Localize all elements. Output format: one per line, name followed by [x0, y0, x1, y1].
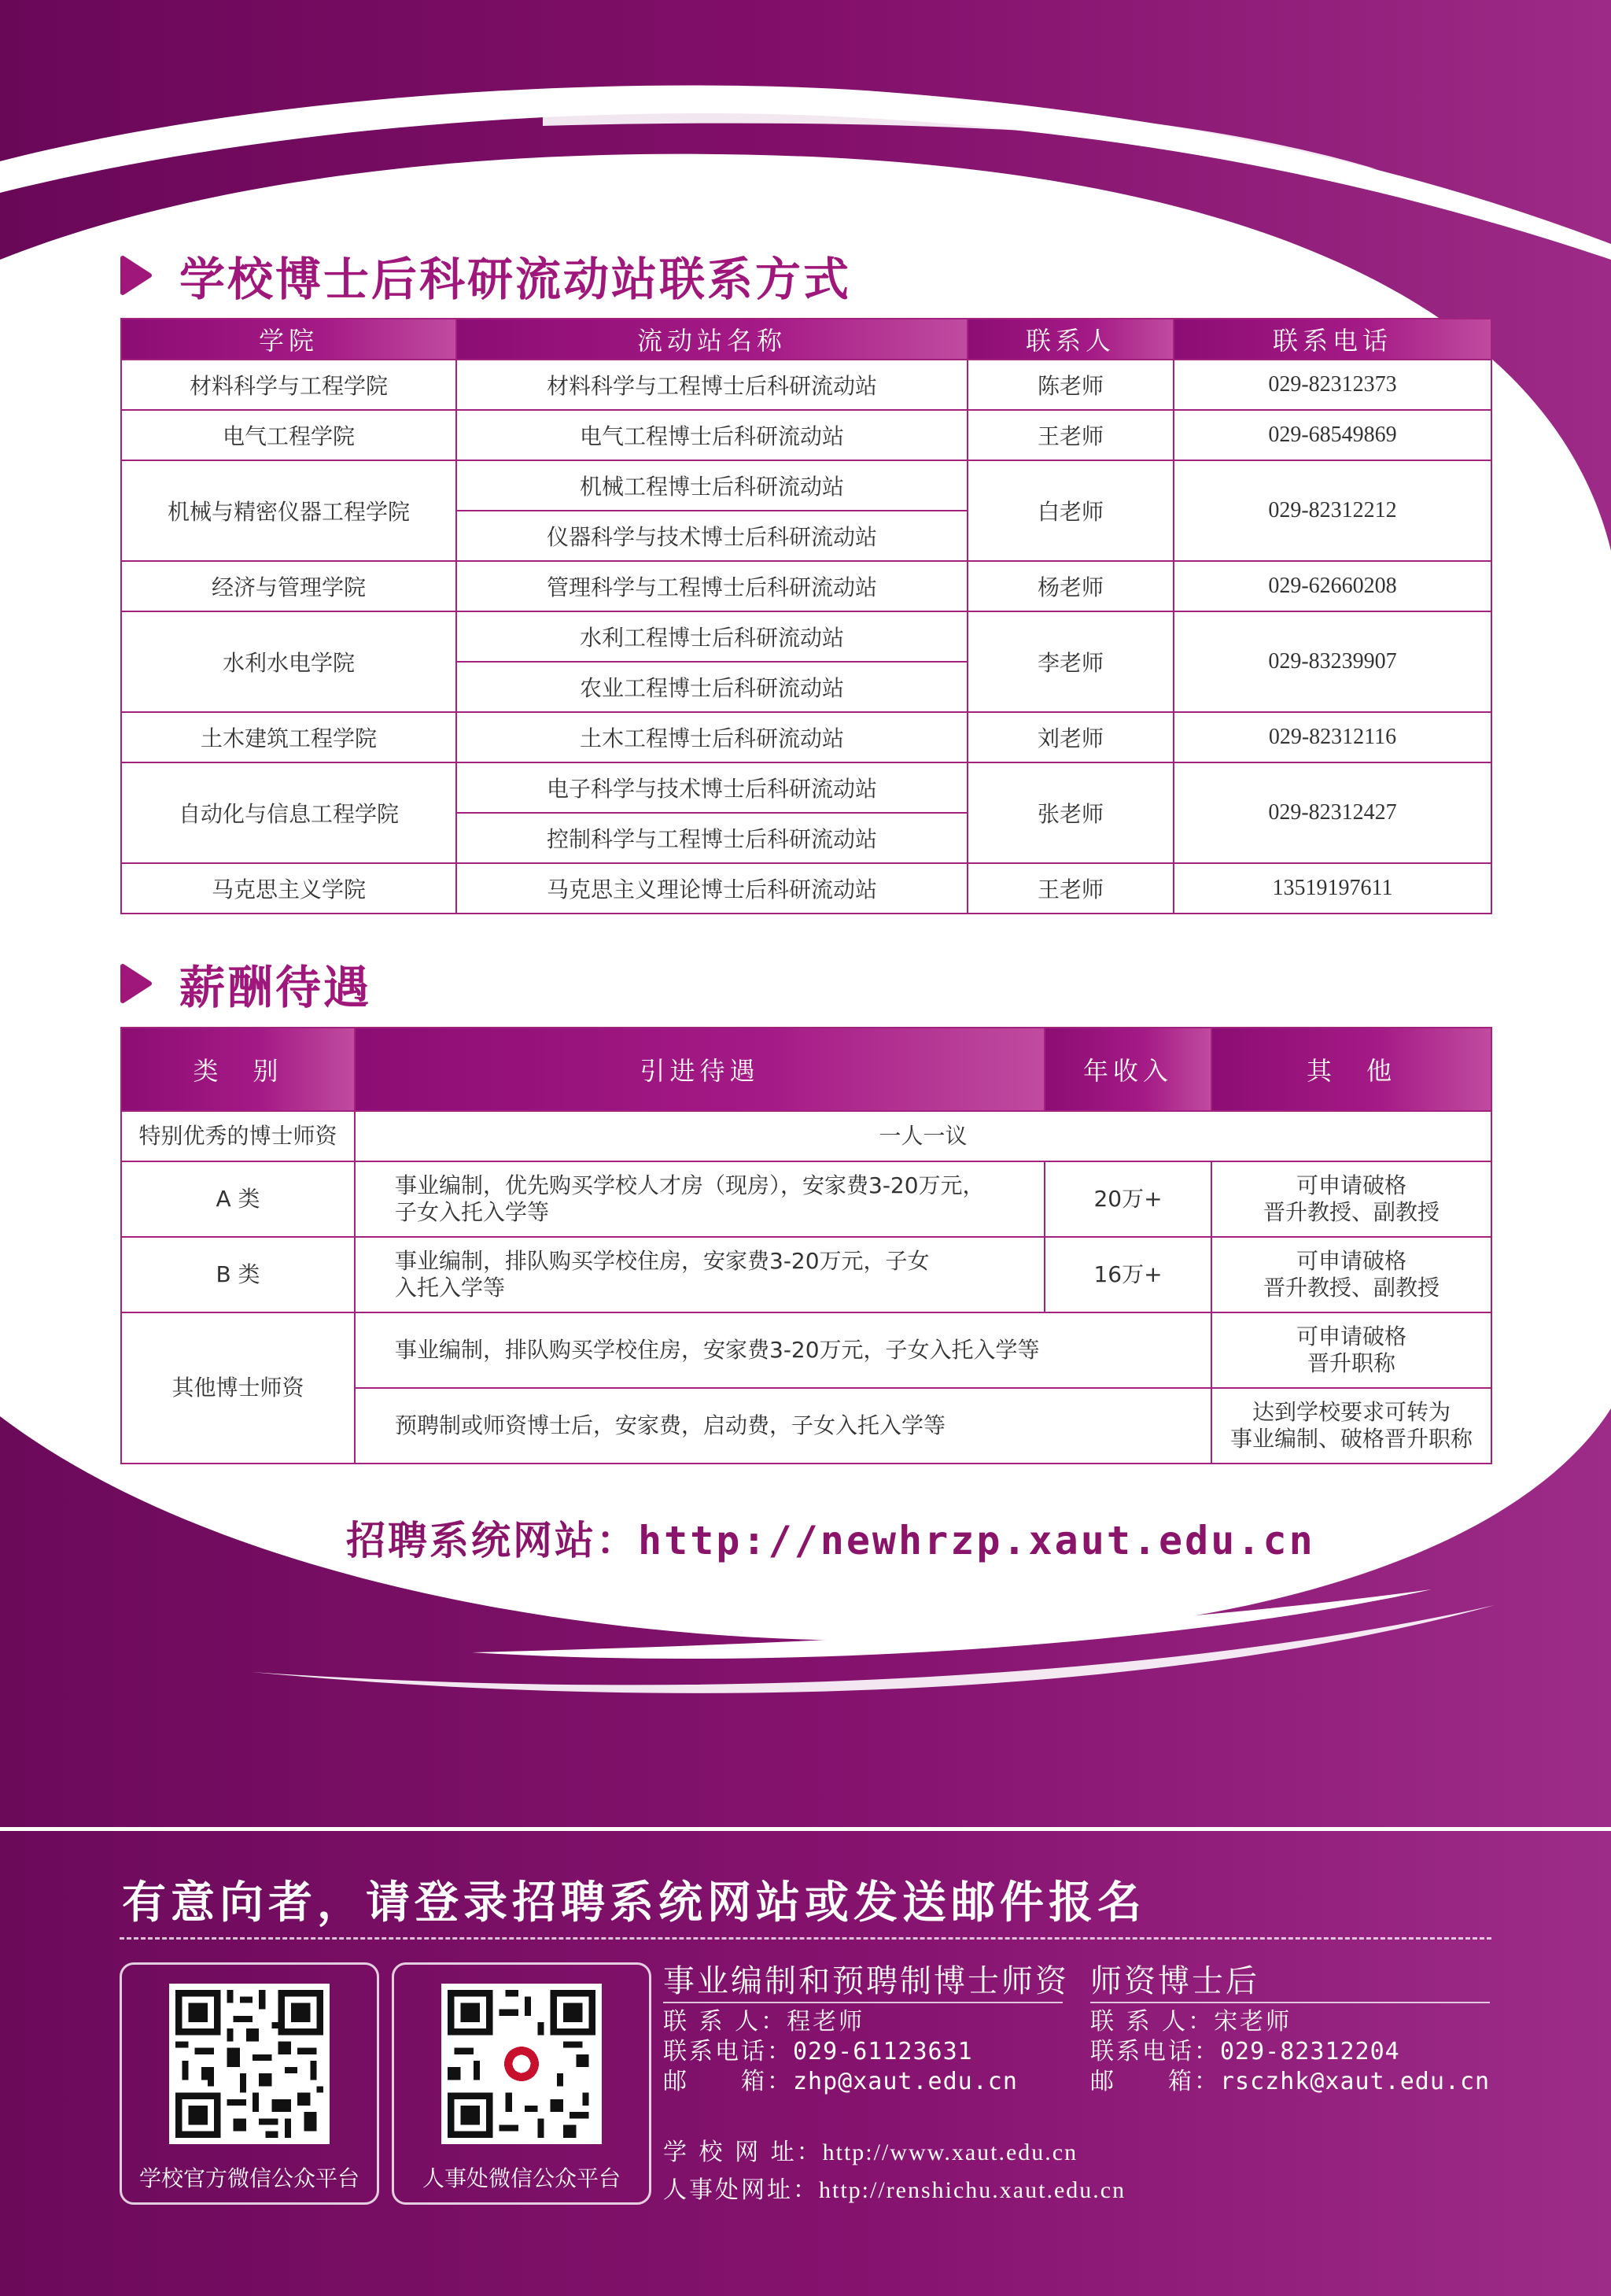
category-cell: 特别优秀的博士师资 [121, 1111, 355, 1161]
other-line: 晋升教授、副教授 [1263, 1275, 1440, 1301]
table-row [121, 561, 1491, 611]
station-cell: 农业工程博士后科研流动站 [456, 662, 968, 712]
contact-cell: 陈老师 [968, 360, 1174, 410]
contact-table [120, 318, 1492, 914]
header-contact: 联系人 [968, 319, 1174, 360]
table-row [121, 611, 1491, 662]
treatment-cell: 预聘制或师资博士后，安家费，启动费，子女入托入学等 [355, 1388, 1211, 1464]
station-cell: 水利工程博士后科研流动站 [456, 611, 968, 662]
other-line: 事业编制、破格晋升职称 [1229, 1426, 1473, 1452]
table-row [121, 1161, 1491, 1237]
treatment-line: 子女入托入学等 [395, 1199, 550, 1225]
contact-value: 宋老师 [1214, 2008, 1292, 2036]
hr-site-label: 人事处网址： [663, 2176, 819, 2204]
station-cell: 电子科学与技术博士后科研流动站 [456, 762, 968, 813]
treatment-cell [355, 1237, 1045, 1312]
station-cell: 控制科学与工程博士后科研流动站 [456, 813, 968, 863]
table-row [121, 460, 1491, 511]
contact-label: 联 系 人： [663, 2008, 787, 2036]
other-line: 可申请破格 [1296, 1172, 1406, 1198]
table-row [121, 410, 1491, 460]
college-cell: 材料科学与工程学院 [121, 360, 456, 410]
table-header-row [121, 319, 1491, 360]
college-cell: 机械与精密仪器工程学院 [121, 460, 456, 561]
website-info [663, 2134, 1126, 2209]
col2-rule [1090, 2002, 1490, 2003]
qr-card-school [120, 1962, 379, 2205]
treatment-cell: 一人一议 [355, 1111, 1491, 1161]
other-line: 可申请破格 [1296, 1323, 1406, 1349]
income-cell: 16万+ [1045, 1237, 1211, 1312]
phone-label: 联系电话： [663, 2038, 793, 2065]
treatment-line: 事业编制，优先购买学校人才房（现房），安家费3-20万元， [395, 1172, 985, 1198]
other-line: 达到学校要求可转为 [1252, 1399, 1451, 1425]
school-site-label: 学 校 网 址： [663, 2139, 823, 2166]
phone-value: 029-61123631 [793, 2038, 973, 2065]
other-cell [1211, 1312, 1491, 1388]
contact-cell: 杨老师 [968, 561, 1174, 611]
salary-section-heading [120, 951, 371, 1017]
col2-email-line [1090, 2067, 1490, 2097]
email-label: 邮 箱： [1090, 2068, 1220, 2095]
phone-cell: 029-83239907 [1174, 611, 1491, 712]
dashed-divider [120, 1937, 1491, 1940]
college-cell: 自动化与信息工程学院 [121, 762, 456, 863]
category-cell: B 类 [121, 1237, 355, 1312]
category-cell: A 类 [121, 1161, 355, 1237]
college-cell: 马克思主义学院 [121, 863, 456, 914]
income-cell: 20万+ [1045, 1161, 1211, 1237]
table-header-row [121, 1028, 1491, 1111]
salary-section-title: 薪酬待遇 [179, 961, 372, 1014]
station-cell: 仪器科学与技术博士后科研流动站 [456, 511, 968, 561]
treatment-cell [355, 1161, 1045, 1237]
phone-cell: 029-62660208 [1174, 561, 1491, 611]
other-cell [1211, 1237, 1491, 1312]
contact-label: 联 系 人： [1090, 2008, 1215, 2036]
header-college: 学院 [121, 319, 456, 360]
phone-cell: 13519197611 [1174, 863, 1491, 914]
contact-cell: 王老师 [968, 410, 1174, 460]
phone-cell: 029-82312212 [1174, 460, 1491, 561]
triangle-bullet-icon [120, 255, 153, 296]
col1-contact-line [663, 2007, 1018, 2037]
col2-phone-line [1090, 2037, 1490, 2067]
table-row [121, 1111, 1491, 1161]
header-other: 其 他 [1211, 1028, 1491, 1111]
header-income: 年收入 [1045, 1028, 1211, 1111]
station-cell: 材料科学与工程博士后科研流动站 [456, 360, 968, 410]
table-row [121, 863, 1491, 914]
hr-site-line [663, 2172, 1126, 2209]
other-line: 晋升职称 [1307, 1350, 1395, 1376]
phone-value: 029-82312204 [1220, 2038, 1400, 2065]
header-station: 流动站名称 [456, 319, 968, 360]
col2-title: 师资博士后 [1090, 1963, 1259, 1999]
contact-section-heading [120, 242, 851, 308]
station-cell: 管理科学与工程博士后科研流动站 [456, 561, 968, 611]
table-row [121, 762, 1491, 813]
col1-info [663, 2007, 1018, 2097]
college-cell: 经济与管理学院 [121, 561, 456, 611]
col2-contact-line [1090, 2007, 1490, 2037]
recruit-site-line [346, 1509, 1315, 1566]
treatment-line: 入托入学等 [395, 1275, 506, 1301]
col1-phone-line [663, 2037, 1018, 2067]
contact-cell: 白老师 [968, 460, 1174, 561]
col1-title: 事业编制和预聘制博士师资 [663, 1963, 1069, 1999]
college-cell: 电气工程学院 [121, 410, 456, 460]
phone-cell: 029-82312116 [1174, 712, 1491, 762]
header-treatment: 引进待遇 [355, 1028, 1045, 1111]
salary-table [120, 1027, 1492, 1464]
school-site-link[interactable]: http://www.xaut.edu.cn [822, 2139, 1078, 2165]
station-cell: 电气工程博士后科研流动站 [456, 410, 968, 460]
contact-section-title: 学校博士后科研流动站联系方式 [179, 253, 852, 306]
college-cell: 土木建筑工程学院 [121, 712, 456, 762]
email-value[interactable]: rsczhk@xaut.edu.cn [1220, 2068, 1491, 2095]
qr-caption-hr: 人事处微信公众平台 [422, 2165, 621, 2191]
category-cell: 其他博士师资 [121, 1312, 355, 1464]
header-phone: 联系电话 [1174, 319, 1491, 360]
contact-cell: 刘老师 [968, 712, 1174, 762]
qr-card-hr [392, 1962, 651, 2205]
contact-cell: 王老师 [968, 863, 1174, 914]
other-line: 晋升教授、副教授 [1263, 1199, 1440, 1225]
col2-info [1090, 2007, 1490, 2097]
contact-cell: 张老师 [968, 762, 1174, 863]
table-row [121, 360, 1491, 410]
recruit-site-label: 招聘系统网站： [346, 1518, 638, 1563]
col1-email-line [663, 2067, 1018, 2097]
email-value[interactable]: zhp@xaut.edu.cn [793, 2068, 1018, 2095]
table-row [121, 712, 1491, 762]
hr-site-link[interactable]: http://renshichu.xaut.edu.cn [819, 2177, 1126, 2203]
qr-code-icon [169, 1984, 330, 2144]
contact-cell: 李老师 [968, 611, 1174, 712]
treatment-line: 事业编制，排队购买学校住房，安家费3-20万元，子女 [395, 1248, 930, 1274]
station-cell: 机械工程博士后科研流动站 [456, 460, 968, 511]
phone-cell: 029-82312427 [1174, 762, 1491, 863]
phone-cell: 029-82312373 [1174, 360, 1491, 410]
phone-cell: 029-68549869 [1174, 410, 1491, 460]
footer-title: 有意向者，请登录招聘系统网站或发送邮件报名 [122, 1877, 1146, 1929]
table-row [121, 1237, 1491, 1312]
treatment-cell: 事业编制，排队购买学校住房，安家费3-20万元，子女入托入学等 [355, 1312, 1211, 1388]
other-cell [1211, 1388, 1491, 1464]
college-cell: 水利水电学院 [121, 611, 456, 712]
station-cell: 土木工程博士后科研流动站 [456, 712, 968, 762]
triangle-bullet-icon [120, 963, 153, 1004]
header-category: 类 别 [121, 1028, 355, 1111]
recruit-site-link[interactable]: http://newhrzp.xaut.edu.cn [638, 1518, 1315, 1563]
footer-divider [0, 1827, 1611, 1831]
table-row [121, 1312, 1491, 1388]
email-label: 邮 箱： [663, 2068, 793, 2095]
qr-code-icon [441, 1984, 602, 2144]
school-site-line [663, 2134, 1126, 2172]
phone-label: 联系电话： [1090, 2038, 1220, 2065]
station-cell: 马克思主义理论博士后科研流动站 [456, 863, 968, 914]
contact-value: 程老师 [787, 2008, 865, 2036]
other-line: 可申请破格 [1296, 1248, 1406, 1274]
col1-rule [663, 2002, 1063, 2003]
qr-caption-school: 学校官方微信公众平台 [138, 2165, 359, 2191]
other-cell [1211, 1161, 1491, 1237]
